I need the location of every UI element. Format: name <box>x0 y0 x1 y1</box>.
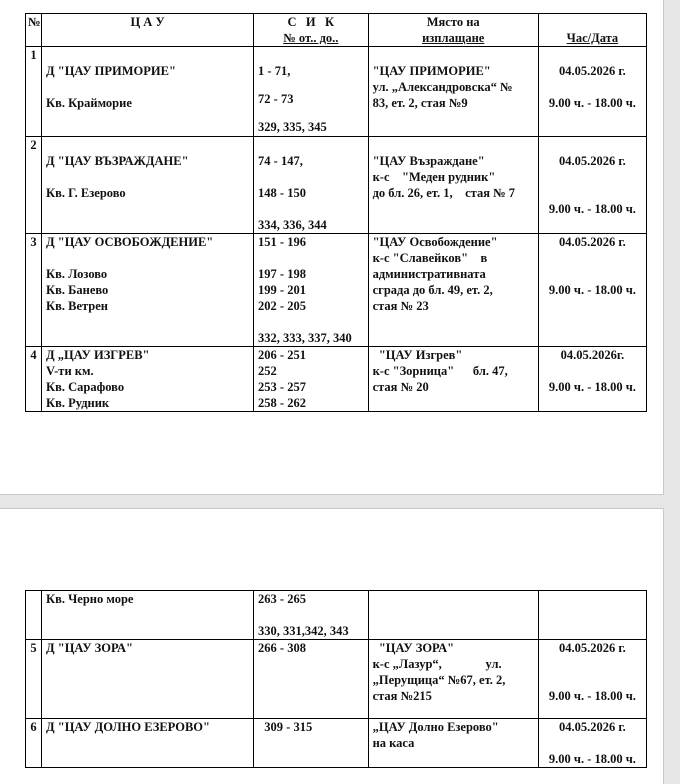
row-sik: 1 - 71, 72 - 73 329, 335, 345 <box>254 47 369 137</box>
header-datetime: Час/Дата <box>538 14 646 47</box>
row-datetime: 04.05.2026 г. 9.00 ч. - 18.00 ч. <box>538 719 646 768</box>
table-row <box>26 47 647 137</box>
row-cau: Д "ЦАУ ДОЛНО ЕЗЕРОВО" <box>42 719 254 768</box>
row-place: "ЦАУ ПРИМОРИЕ" ул. „Александровска“ № 83, ет. 2, стая №9 <box>368 47 538 137</box>
row-datetime <box>538 591 646 640</box>
row-number: 1 <box>26 47 42 137</box>
row-sik: 74 - 147, 148 - 150 334, 336, 344 <box>254 137 369 234</box>
row-place: „ЦАУ Долно Езерово" на каса <box>368 719 538 768</box>
table-row <box>26 234 647 347</box>
row-datetime: 04.05.2026 г. 9.00 ч. - 18.00 ч. <box>538 137 646 234</box>
row-place: "ЦАУ Възраждане" к-с "Меден рудник" до бл. 26, ет. 1, стая № 7 <box>368 137 538 234</box>
row-cau: Д "ЦАУ ВЪЗРАЖДАНЕ" Кв. Г. Езерово <box>42 137 254 234</box>
row-number: 6 <box>26 719 42 768</box>
payment-locations-table <box>25 13 647 412</box>
row-cau: Д "ЦАУ ПРИМОРИЕ" Кв. Крайморие <box>42 47 254 137</box>
row-number: 5 <box>26 640 42 719</box>
document-page-2 <box>0 508 664 784</box>
row-sik: 206 - 251 252 253 - 257 258 - 262 <box>254 347 369 412</box>
row-sik: 309 - 315 <box>254 719 369 768</box>
row-cau: Д "ЦАУ ОСВОБОЖДЕНИЕ" Кв. Лозово Кв. Банево Кв. Ветрен <box>42 234 254 347</box>
row-cau: Д "ЦАУ ЗОРА" <box>42 640 254 719</box>
table-row <box>26 137 647 234</box>
table-row <box>26 347 647 412</box>
row-datetime: 04.05.2026г. 9.00 ч. - 18.00 ч. <box>538 347 646 412</box>
row-place <box>368 591 538 640</box>
row-place: "ЦАУ Освобождение" к-с "Славейков" в административната сграда до бл. 49, ет. 2, стая № 23 <box>368 234 538 347</box>
row-number: 3 <box>26 234 42 347</box>
table-row <box>26 591 647 640</box>
row-number: 4 <box>26 347 42 412</box>
table-header-row <box>26 14 647 47</box>
row-cau: Кв. Черно море <box>42 591 254 640</box>
row-number <box>26 591 42 640</box>
row-place: "ЦАУ ЗОРА" к-с „Лазур“, ул. „Перущица“ №67, ет. 2, стая №215 <box>368 640 538 719</box>
header-sik: С И К № от.. до.. <box>254 14 369 47</box>
row-datetime: 04.05.2026 г. 9.00 ч. - 18.00 ч. <box>538 234 646 347</box>
payment-locations-table-continued <box>25 590 647 768</box>
header-number: № <box>26 14 42 47</box>
row-sik: 263 - 265 330, 331,342, 343 <box>254 591 369 640</box>
row-cau: Д „ЦАУ ИЗГРЕВ" V-ти км. Кв. Сарафово Кв. Рудник <box>42 347 254 412</box>
table-row <box>26 640 647 719</box>
row-number: 2 <box>26 137 42 234</box>
header-place: Място на изплащане <box>368 14 538 47</box>
row-place: "ЦАУ Изгрев" к-с "Зорница" бл. 47, стая № 20 <box>368 347 538 412</box>
row-datetime: 04.05.2026 г. 9.00 ч. - 18.00 ч. <box>538 47 646 137</box>
table-row <box>26 719 647 768</box>
row-sik: 266 - 308 <box>254 640 369 719</box>
header-cau: Ц А У <box>42 14 254 47</box>
row-sik: 151 - 196 197 - 198 199 - 201 202 - 205 332, 333, 337, 340 <box>254 234 369 347</box>
row-datetime: 04.05.2026 г. 9.00 ч. - 18.00 ч. <box>538 640 646 719</box>
